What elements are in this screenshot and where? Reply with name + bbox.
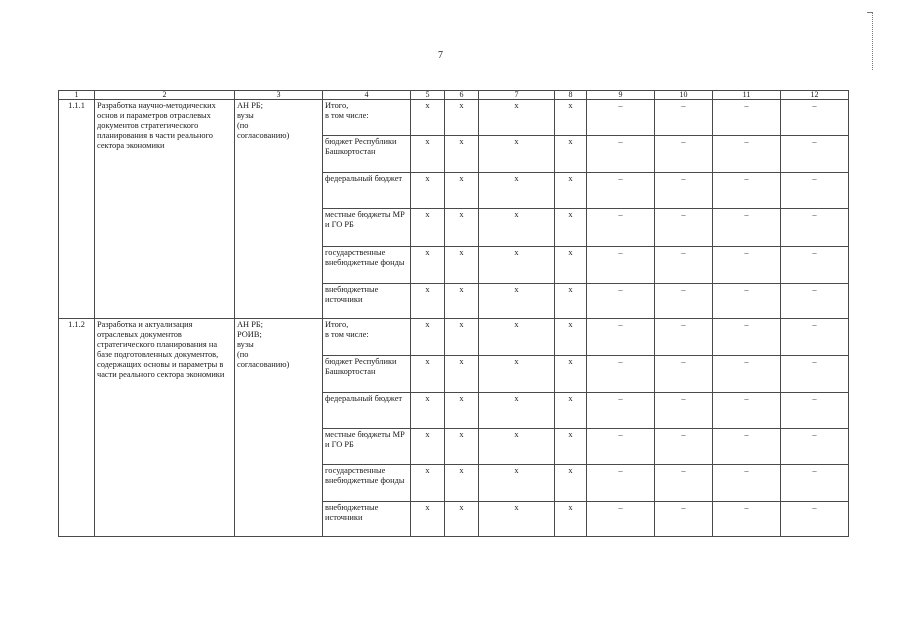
funding-source: государственные внебюджетные фонды: [323, 465, 411, 502]
cell-c8: x: [555, 429, 587, 465]
cell-c6: x: [445, 356, 479, 393]
cell-c10: –: [655, 393, 713, 429]
cell-c8: x: [555, 209, 587, 247]
cell-c5: x: [411, 136, 445, 173]
funding-source: федеральный бюджет: [323, 173, 411, 209]
cell-c11: –: [713, 284, 781, 319]
funding-source: бюджет Республики Башкортостан: [323, 356, 411, 393]
cell-c9: –: [587, 173, 655, 209]
cell-c9: –: [587, 247, 655, 284]
cell-c8: x: [555, 319, 587, 356]
funding-source: бюджет Республики Башкортостан: [323, 136, 411, 173]
cell-c12: –: [781, 100, 849, 136]
cell-c9: –: [587, 356, 655, 393]
funding-source: государственные внебюджетные фонды: [323, 247, 411, 284]
cell-c10: –: [655, 284, 713, 319]
funding-source: местные бюджеты МР и ГО РБ: [323, 209, 411, 247]
col-header-7: 7: [479, 91, 555, 100]
cell-c5: x: [411, 247, 445, 284]
cell-c5: x: [411, 356, 445, 393]
cell-c12: –: [781, 356, 849, 393]
cell-c6: x: [445, 100, 479, 136]
cell-c7: x: [479, 356, 555, 393]
cell-c9: –: [587, 502, 655, 537]
col-header-4: 4: [323, 91, 411, 100]
col-header-11: 11: [713, 91, 781, 100]
cell-c12: –: [781, 136, 849, 173]
cell-c8: x: [555, 502, 587, 537]
cell-c11: –: [713, 209, 781, 247]
cell-c9: –: [587, 284, 655, 319]
cell-c5: x: [411, 465, 445, 502]
cell-c11: –: [713, 429, 781, 465]
cell-c11: –: [713, 356, 781, 393]
cell-c10: –: [655, 100, 713, 136]
cell-c7: x: [479, 429, 555, 465]
cell-c11: –: [713, 100, 781, 136]
col-header-5: 5: [411, 91, 445, 100]
cell-c12: –: [781, 173, 849, 209]
cell-c5: x: [411, 502, 445, 537]
cell-c7: x: [479, 284, 555, 319]
cell-c7: x: [479, 136, 555, 173]
item-number: 1.1.2: [59, 319, 95, 537]
cell-c10: –: [655, 173, 713, 209]
cell-c6: x: [445, 209, 479, 247]
col-header-3: 3: [235, 91, 323, 100]
cell-c12: –: [781, 319, 849, 356]
cell-c10: –: [655, 319, 713, 356]
activity-name: Разработка научно-методических основ и параметров отраслевых документов стратегического планирования в части реального сектора экономики: [95, 100, 235, 319]
col-header-9: 9: [587, 91, 655, 100]
cell-c11: –: [713, 465, 781, 502]
cell-c5: x: [411, 429, 445, 465]
cell-c8: x: [555, 100, 587, 136]
cell-c9: –: [587, 100, 655, 136]
cell-c12: –: [781, 284, 849, 319]
cell-c10: –: [655, 247, 713, 284]
cell-c6: x: [445, 173, 479, 209]
col-header-2: 2: [95, 91, 235, 100]
cell-c7: x: [479, 100, 555, 136]
funding-table: [58, 90, 849, 537]
cell-c8: x: [555, 136, 587, 173]
cell-c9: –: [587, 209, 655, 247]
cell-c10: –: [655, 502, 713, 537]
cell-c8: x: [555, 393, 587, 429]
cell-c6: x: [445, 136, 479, 173]
cell-c10: –: [655, 465, 713, 502]
cell-c9: –: [587, 393, 655, 429]
cell-c7: x: [479, 247, 555, 284]
cell-c12: –: [781, 209, 849, 247]
cell-c5: x: [411, 209, 445, 247]
cell-c7: x: [479, 393, 555, 429]
cell-c6: x: [445, 393, 479, 429]
cell-c10: –: [655, 356, 713, 393]
cell-c9: –: [587, 429, 655, 465]
cell-c6: x: [445, 502, 479, 537]
cell-c12: –: [781, 393, 849, 429]
item-number: 1.1.1: [59, 100, 95, 319]
cell-c8: x: [555, 356, 587, 393]
col-header-10: 10: [655, 91, 713, 100]
cell-c11: –: [713, 319, 781, 356]
margin-mark: [872, 12, 874, 70]
cell-c8: x: [555, 284, 587, 319]
cell-c11: –: [713, 136, 781, 173]
cell-c8: x: [555, 247, 587, 284]
funding-source: Итого, в том числе:: [323, 319, 411, 356]
col-header-12: 12: [781, 91, 849, 100]
cell-c7: x: [479, 319, 555, 356]
cell-c12: –: [781, 429, 849, 465]
executor: АН РБ; РОИВ; вузы (по согласованию): [235, 319, 323, 537]
col-header-6: 6: [445, 91, 479, 100]
cell-c11: –: [713, 247, 781, 284]
cell-c11: –: [713, 393, 781, 429]
cell-c9: –: [587, 465, 655, 502]
funding-source: Итого, в том числе:: [323, 100, 411, 136]
cell-c10: –: [655, 209, 713, 247]
cell-c5: x: [411, 100, 445, 136]
cell-c6: x: [445, 319, 479, 356]
table-row: [59, 319, 849, 356]
cell-c10: –: [655, 429, 713, 465]
funding-source: внебюджетные источники: [323, 284, 411, 319]
cell-c7: x: [479, 173, 555, 209]
cell-c6: x: [445, 465, 479, 502]
cell-c5: x: [411, 319, 445, 356]
cell-c9: –: [587, 319, 655, 356]
cell-c12: –: [781, 465, 849, 502]
table-row: [59, 100, 849, 136]
col-header-1: 1: [59, 91, 95, 100]
cell-c6: x: [445, 429, 479, 465]
cell-c12: –: [781, 502, 849, 537]
cell-c7: x: [479, 502, 555, 537]
cell-c9: –: [587, 136, 655, 173]
cell-c5: x: [411, 284, 445, 319]
cell-c10: –: [655, 136, 713, 173]
cell-c6: x: [445, 284, 479, 319]
cell-c11: –: [713, 173, 781, 209]
table-body: [59, 91, 849, 537]
cell-c5: x: [411, 393, 445, 429]
activity-name: Разработка и актуализация отраслевых документов стратегического планирования на базе подготовленных документов, содержащих основы и параметры в части реального сектора экономики: [95, 319, 235, 537]
funding-source: внебюджетные источники: [323, 502, 411, 537]
cell-c7: x: [479, 209, 555, 247]
funding-source: федеральный бюджет: [323, 393, 411, 429]
cell-c6: x: [445, 247, 479, 284]
cell-c8: x: [555, 173, 587, 209]
executor: АН РБ; вузы (по согласованию): [235, 100, 323, 319]
cell-c12: –: [781, 247, 849, 284]
cell-c5: x: [411, 173, 445, 209]
page-number: 7: [438, 50, 443, 61]
funding-source: местные бюджеты МР и ГО РБ: [323, 429, 411, 465]
header-row: [59, 91, 849, 100]
cell-c8: x: [555, 465, 587, 502]
cell-c7: x: [479, 465, 555, 502]
cell-c11: –: [713, 502, 781, 537]
col-header-8: 8: [555, 91, 587, 100]
